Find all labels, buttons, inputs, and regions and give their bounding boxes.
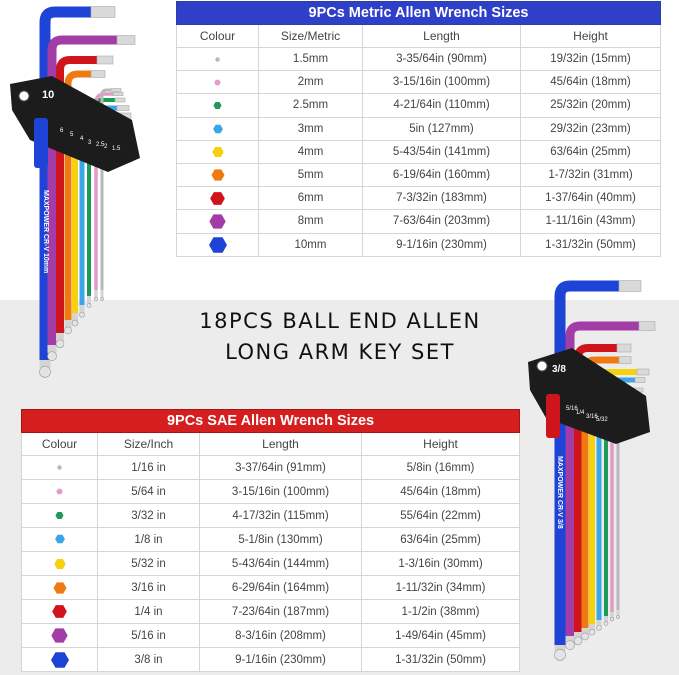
height-cell: 1-11/32in (34mm)	[362, 576, 520, 600]
colour-swatch-icon	[53, 557, 67, 571]
metric-table-row	[177, 117, 661, 140]
slot-size-label: 1.5	[112, 146, 121, 152]
length-cell: 3-37/64in (91mm)	[200, 456, 362, 480]
colour-cell	[22, 600, 98, 624]
sae-wrench-set-image	[528, 281, 655, 661]
metric-column-header: Height	[521, 25, 661, 48]
metric-table-row	[177, 233, 661, 256]
height-cell: 29/32in (23mm)	[521, 117, 661, 140]
colour-cell	[177, 71, 259, 94]
metric-table-title: 9PCs Metric Allen Wrench Sizes	[177, 2, 661, 25]
slot-size-label: 3/16	[586, 414, 598, 420]
height-cell: 1-31/32in (50mm)	[362, 648, 520, 672]
ball-end	[589, 629, 595, 635]
colour-swatch-icon	[214, 56, 221, 63]
height-cell: 55/64in (22mm)	[362, 504, 520, 528]
colour-cell	[22, 576, 98, 600]
size-cell: 1/4 in	[98, 600, 200, 624]
slot-size-label: 5/32	[596, 417, 608, 423]
ball-end	[80, 312, 85, 317]
wrench-tip	[115, 98, 125, 102]
sae-table-title: 9PCs SAE Allen Wrench Sizes	[22, 410, 520, 433]
height-cell: 1-3/16in (30mm)	[362, 552, 520, 576]
height-cell: 5/8in (16mm)	[362, 456, 520, 480]
arm-brand-text: MAXPOWER CR-V 3/8	[556, 456, 563, 529]
size-cell: 3/16 in	[98, 576, 200, 600]
length-cell: 4-17/32in (115mm)	[200, 504, 362, 528]
ball-end	[65, 327, 72, 334]
size-cell: 2mm	[259, 71, 363, 94]
metric-size-table	[176, 1, 661, 257]
length-cell: 6-29/64in (164mm)	[200, 576, 362, 600]
headline	[170, 306, 510, 368]
sae-table-row	[22, 648, 520, 672]
ball-end	[566, 641, 575, 650]
holder-size-label: 3/8	[552, 364, 566, 375]
wrench-tip	[91, 71, 105, 78]
ball-end	[101, 298, 104, 301]
metric-table-row	[177, 163, 661, 186]
colour-cell	[22, 504, 98, 528]
colour-swatch-icon	[50, 650, 70, 670]
ball-end	[604, 621, 608, 625]
ball-end	[574, 637, 582, 645]
length-cell: 9-1/16in (230mm)	[363, 233, 521, 256]
colour-cell	[177, 117, 259, 140]
colour-cell	[177, 210, 259, 233]
metric-table-row	[177, 210, 661, 233]
ball-end	[582, 633, 589, 640]
length-cell: 6-19/64in (160mm)	[363, 163, 521, 186]
size-cell: 3/8 in	[98, 648, 200, 672]
size-cell: 4mm	[259, 140, 363, 163]
sae-column-header: Colour	[22, 433, 98, 456]
metric-table-row	[177, 94, 661, 117]
arm-brand-text: MAXPOWER CR-V 10mm	[42, 190, 49, 274]
size-cell: 10mm	[259, 233, 363, 256]
length-cell: 5-43/64in (144mm)	[200, 552, 362, 576]
wrench-tip	[619, 281, 641, 292]
ball-end	[597, 625, 602, 630]
length-cell: 4-21/64in (110mm)	[363, 94, 521, 117]
colour-cell	[22, 648, 98, 672]
colour-cell	[177, 94, 259, 117]
wrench-tip	[111, 89, 121, 92]
height-cell: 45/64in (18mm)	[362, 480, 520, 504]
colour-cell	[22, 480, 98, 504]
height-cell: 45/64in (18mm)	[521, 71, 661, 94]
size-cell: 5/32 in	[98, 552, 200, 576]
wrench-tip	[91, 7, 115, 18]
height-cell: 1-11/16in (43mm)	[521, 210, 661, 233]
colour-swatch-icon	[56, 464, 63, 471]
size-cell: 5/16 in	[98, 624, 200, 648]
size-cell: 2.5mm	[259, 94, 363, 117]
colour-swatch-icon	[213, 78, 222, 87]
size-cell: 3/32 in	[98, 504, 200, 528]
metric-wrench-set-image	[10, 7, 140, 378]
height-cell: 63/64in (25mm)	[362, 528, 520, 552]
colour-cell	[22, 552, 98, 576]
wrench-tip	[637, 369, 649, 375]
hang-hole	[19, 91, 29, 101]
headline-line-2: LONG ARM KEY SET	[225, 340, 455, 364]
size-cell: 1/8 in	[98, 528, 200, 552]
size-cell: 6mm	[259, 187, 363, 210]
sae-table-row	[22, 552, 520, 576]
wrench-shank	[617, 610, 620, 616]
sae-column-header: Size/Inch	[98, 433, 200, 456]
height-cell: 1-49/64in (45mm)	[362, 624, 520, 648]
ball-end	[617, 616, 620, 619]
wrench-shank	[80, 305, 85, 313]
sae-column-header: Height	[362, 433, 520, 456]
sae-table-row	[22, 528, 520, 552]
wrench-tip	[117, 106, 129, 111]
colour-swatch-icon	[212, 123, 224, 135]
colour-cell	[177, 140, 259, 163]
length-cell: 7-63/64in (203mm)	[363, 210, 521, 233]
ball-end	[48, 352, 57, 361]
metric-table-row	[177, 48, 661, 71]
wrench-shank	[101, 290, 104, 298]
ball-end	[40, 366, 51, 377]
ball-end	[555, 649, 566, 660]
headline-line-1: 18PCS BALL END ALLEN	[199, 309, 481, 333]
sae-table-row	[22, 456, 520, 480]
metric-table-row	[177, 187, 661, 210]
colour-swatch-icon	[54, 533, 66, 545]
colour-swatch-icon	[51, 603, 68, 620]
colour-cell	[22, 528, 98, 552]
wrench-shank	[72, 313, 78, 321]
wrench-tip	[117, 36, 135, 45]
sae-table-row	[22, 480, 520, 504]
length-cell: 5in (127mm)	[363, 117, 521, 140]
length-cell: 3-35/64in (90mm)	[363, 48, 521, 71]
sae-table-row	[22, 576, 520, 600]
colour-cell	[22, 456, 98, 480]
metric-table-row	[177, 71, 661, 94]
holder-clip	[546, 394, 560, 438]
slot-size-label: 6	[60, 128, 64, 134]
height-cell: 25/32in (20mm)	[521, 94, 661, 117]
sae-table-row	[22, 504, 520, 528]
length-cell: 5-43/54in (141mm)	[363, 140, 521, 163]
length-cell: 5-1/8in (130mm)	[200, 528, 362, 552]
ball-end	[94, 297, 98, 301]
colour-swatch-icon	[52, 580, 68, 596]
wrench-tip	[639, 322, 655, 331]
metric-column-header: Colour	[177, 25, 259, 48]
wrench-tip	[635, 378, 645, 383]
metric-table-row	[177, 140, 661, 163]
length-cell: 3-15/16in (100mm)	[363, 71, 521, 94]
colour-swatch-icon	[208, 212, 227, 231]
length-cell: 9-1/16in (230mm)	[200, 648, 362, 672]
height-cell: 1-37/64in (40mm)	[521, 187, 661, 210]
slot-size-label: 2	[104, 144, 108, 150]
wrench-tip	[97, 56, 113, 64]
wrench-tip	[113, 92, 123, 96]
size-cell: 1.5mm	[259, 48, 363, 71]
colour-swatch-icon	[210, 167, 226, 183]
sae-table-row	[22, 600, 520, 624]
colour-swatch-icon	[55, 487, 64, 496]
wrench-shank	[610, 612, 614, 618]
height-cell: 63/64in (25mm)	[521, 140, 661, 163]
colour-swatch-icon	[208, 235, 228, 255]
slot-size-label: 5/16	[566, 406, 578, 412]
length-cell: 8-3/16in (208mm)	[200, 624, 362, 648]
slot-size-label: 2.5	[96, 142, 105, 148]
colour-cell	[177, 163, 259, 186]
wrench-tip	[617, 344, 631, 352]
colour-swatch-icon	[212, 100, 223, 111]
holder-size-label: 10	[42, 89, 55, 101]
wrench-tip	[619, 357, 631, 364]
length-cell: 3-15/16in (100mm)	[200, 480, 362, 504]
colour-cell	[177, 48, 259, 71]
size-cell: 8mm	[259, 210, 363, 233]
wrench-shank	[87, 296, 91, 304]
slot-size-label: 4	[80, 136, 84, 142]
length-cell: 7-3/32in (183mm)	[363, 187, 521, 210]
size-cell: 5mm	[259, 163, 363, 186]
sae-table-row	[22, 624, 520, 648]
ball-end	[56, 340, 64, 348]
height-cell: 1-1/2in (38mm)	[362, 600, 520, 624]
ball-end	[610, 617, 614, 621]
slot-size-label: 1/4	[576, 410, 585, 416]
colour-swatch-icon	[50, 626, 69, 645]
height-cell: 19/32in (15mm)	[521, 48, 661, 71]
size-cell: 3mm	[259, 117, 363, 140]
holder-clip	[34, 118, 48, 168]
hang-hole	[537, 361, 547, 371]
metric-column-header: Size/Metric	[259, 25, 363, 48]
colour-swatch-icon	[54, 510, 65, 521]
slot-size-label: 3	[88, 140, 92, 146]
slot-size-label: 5	[70, 132, 74, 138]
length-cell: 7-23/64in (187mm)	[200, 600, 362, 624]
colour-cell	[177, 233, 259, 256]
colour-swatch-icon	[209, 190, 226, 207]
height-cell: 1-7/32in (31mm)	[521, 163, 661, 186]
colour-swatch-icon	[211, 145, 225, 159]
size-cell: 5/64 in	[98, 480, 200, 504]
height-cell: 1-31/32in (50mm)	[521, 233, 661, 256]
sae-column-header: Length	[200, 433, 362, 456]
colour-cell	[22, 624, 98, 648]
metric-column-header: Length	[363, 25, 521, 48]
size-cell: 1/16 in	[98, 456, 200, 480]
wrench-shank	[604, 616, 608, 622]
wrench-shank	[94, 290, 98, 298]
colour-cell	[177, 187, 259, 210]
sae-size-table	[21, 409, 520, 672]
ball-end	[72, 320, 78, 326]
ball-end	[87, 303, 91, 307]
